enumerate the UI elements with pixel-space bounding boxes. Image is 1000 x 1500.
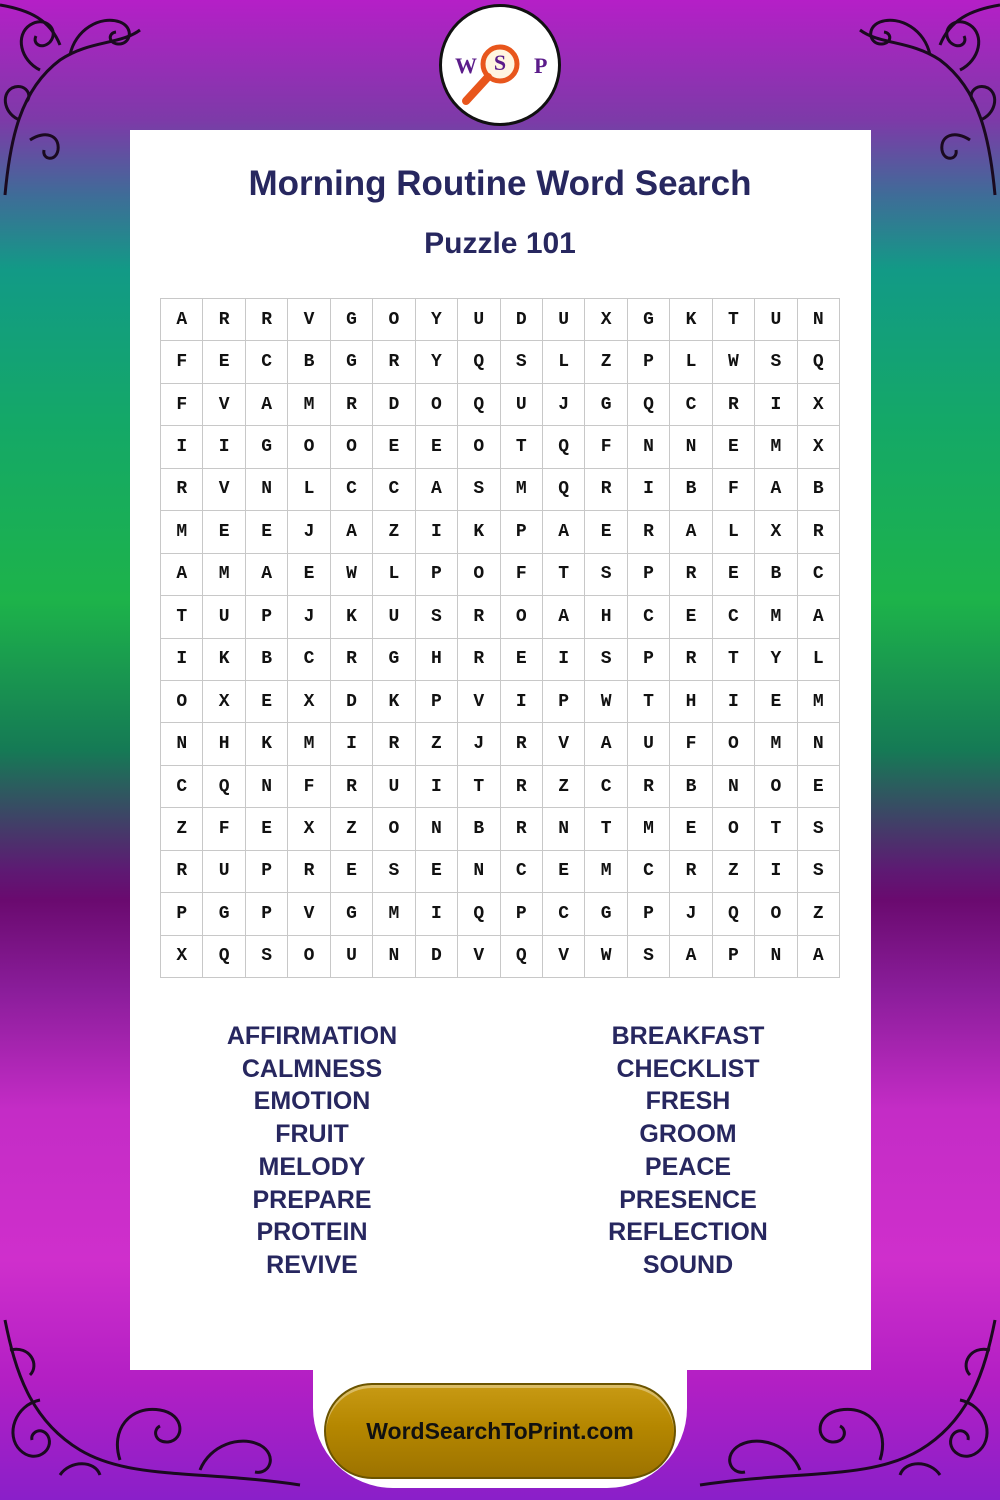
grid-cell[interactable]: C bbox=[798, 554, 840, 596]
grid-cell[interactable]: M bbox=[203, 554, 245, 596]
grid-cell[interactable]: K bbox=[246, 723, 288, 765]
grid-cell[interactable]: K bbox=[203, 639, 245, 681]
word-list-item: BREAKFAST bbox=[611, 1022, 765, 1050]
grid-cell[interactable]: N bbox=[755, 936, 797, 978]
word-list-item: CALMNESS bbox=[241, 1054, 383, 1083]
grid-cell[interactable]: G bbox=[331, 299, 373, 341]
grid-cell[interactable]: W bbox=[331, 554, 373, 596]
grid-cell[interactable]: B bbox=[670, 766, 712, 808]
grid-cell[interactable]: G bbox=[585, 384, 627, 426]
grid-cell[interactable]: V bbox=[543, 936, 585, 978]
grid-cell[interactable]: O bbox=[501, 596, 543, 638]
grid-cell[interactable]: M bbox=[288, 723, 330, 765]
grid-cell[interactable]: K bbox=[670, 299, 712, 341]
grid-cell[interactable]: R bbox=[628, 511, 670, 553]
grid-cell[interactable]: E bbox=[501, 639, 543, 681]
grid-cell[interactable]: T bbox=[458, 766, 500, 808]
grid-cell[interactable]: F bbox=[585, 426, 627, 468]
grid-cell[interactable]: K bbox=[331, 596, 373, 638]
grid-cell[interactable]: P bbox=[628, 893, 670, 935]
grid-cell[interactable]: B bbox=[458, 808, 500, 850]
grid-cell[interactable]: T bbox=[628, 681, 670, 723]
grid-cell[interactable]: F bbox=[670, 723, 712, 765]
grid-cell[interactable]: R bbox=[458, 596, 500, 638]
grid-cell[interactable]: V bbox=[458, 681, 500, 723]
grid-cell[interactable]: B bbox=[288, 341, 330, 383]
grid-cell[interactable]: N bbox=[628, 426, 670, 468]
grid-cell[interactable]: N bbox=[798, 299, 840, 341]
grid-cell[interactable]: Q bbox=[713, 893, 755, 935]
grid-cell[interactable]: Z bbox=[373, 511, 415, 553]
grid-cell[interactable]: S bbox=[416, 596, 458, 638]
grid-cell[interactable]: Z bbox=[331, 808, 373, 850]
grid-cell[interactable]: T bbox=[713, 299, 755, 341]
grid-cell[interactable]: I bbox=[755, 384, 797, 426]
grid-cell[interactable]: E bbox=[246, 808, 288, 850]
grid-cell[interactable]: Z bbox=[798, 893, 840, 935]
grid-cell[interactable]: M bbox=[373, 893, 415, 935]
grid-cell[interactable]: Z bbox=[161, 808, 203, 850]
grid-cell[interactable]: R bbox=[628, 766, 670, 808]
grid-cell[interactable]: G bbox=[246, 426, 288, 468]
grid-cell[interactable]: T bbox=[543, 554, 585, 596]
word-list-item: REFLECTION bbox=[608, 1218, 768, 1247]
grid-cell[interactable]: E bbox=[713, 554, 755, 596]
grid-cell[interactable]: N bbox=[373, 936, 415, 978]
grid-cell[interactable]: B bbox=[755, 554, 797, 596]
grid-cell[interactable]: X bbox=[288, 808, 330, 850]
grid-cell[interactable]: U bbox=[755, 299, 797, 341]
grid-cell[interactable]: T bbox=[161, 596, 203, 638]
grid-cell[interactable]: E bbox=[373, 426, 415, 468]
grid-cell[interactable]: O bbox=[458, 426, 500, 468]
grid-cell[interactable]: B bbox=[670, 469, 712, 511]
grid-cell[interactable]: L bbox=[288, 469, 330, 511]
grid-cell[interactable]: C bbox=[628, 596, 670, 638]
grid-cell[interactable]: X bbox=[161, 936, 203, 978]
grid-cell[interactable]: R bbox=[288, 851, 330, 893]
grid-cell[interactable]: A bbox=[161, 299, 203, 341]
grid-cell[interactable]: K bbox=[458, 511, 500, 553]
grid-cell[interactable]: R bbox=[670, 554, 712, 596]
grid-cell[interactable]: O bbox=[288, 426, 330, 468]
grid-cell[interactable]: R bbox=[373, 341, 415, 383]
grid-cell[interactable]: E bbox=[203, 511, 245, 553]
logo-letter-s: S bbox=[493, 50, 507, 75]
grid-cell[interactable]: A bbox=[755, 469, 797, 511]
grid-cell[interactable]: S bbox=[246, 936, 288, 978]
grid-cell[interactable]: Z bbox=[543, 766, 585, 808]
grid-cell[interactable]: H bbox=[416, 639, 458, 681]
grid-cell[interactable]: R bbox=[670, 851, 712, 893]
grid-cell[interactable]: J bbox=[543, 384, 585, 426]
grid-cell[interactable]: S bbox=[458, 469, 500, 511]
grid-cell[interactable]: R bbox=[713, 384, 755, 426]
grid-cell[interactable]: C bbox=[543, 893, 585, 935]
grid-cell[interactable]: E bbox=[203, 341, 245, 383]
grid-cell[interactable]: N bbox=[246, 469, 288, 511]
grid-cell[interactable]: N bbox=[416, 808, 458, 850]
grid-cell[interactable]: O bbox=[713, 808, 755, 850]
grid-cell[interactable]: Z bbox=[713, 851, 755, 893]
word-list-item: MELODY bbox=[258, 1152, 366, 1181]
grid-cell[interactable]: A bbox=[670, 511, 712, 553]
grid-cell[interactable]: A bbox=[161, 554, 203, 596]
grid-cell[interactable]: M bbox=[755, 596, 797, 638]
grid-cell[interactable]: R bbox=[501, 808, 543, 850]
grid-cell[interactable]: O bbox=[288, 936, 330, 978]
grid-cell[interactable]: T bbox=[713, 639, 755, 681]
grid-cell[interactable]: J bbox=[288, 596, 330, 638]
grid-cell[interactable]: R bbox=[331, 639, 373, 681]
grid-cell[interactable]: M bbox=[501, 469, 543, 511]
grid-cell[interactable]: R bbox=[161, 469, 203, 511]
grid-cell[interactable]: N bbox=[670, 426, 712, 468]
grid-cell[interactable]: T bbox=[501, 426, 543, 468]
grid-cell[interactable]: X bbox=[203, 681, 245, 723]
grid-cell[interactable]: I bbox=[161, 639, 203, 681]
grid-cell[interactable]: E bbox=[331, 851, 373, 893]
grid-cell[interactable]: P bbox=[416, 681, 458, 723]
grid-cell[interactable]: E bbox=[670, 596, 712, 638]
grid-cell[interactable]: F bbox=[713, 469, 755, 511]
grid-cell[interactable]: U bbox=[373, 766, 415, 808]
grid-cell[interactable]: R bbox=[458, 639, 500, 681]
grid-cell[interactable]: I bbox=[416, 766, 458, 808]
grid-cell[interactable]: U bbox=[543, 299, 585, 341]
grid-cell[interactable]: X bbox=[288, 681, 330, 723]
grid-cell[interactable]: V bbox=[203, 469, 245, 511]
grid-cell[interactable]: C bbox=[628, 851, 670, 893]
grid-cell[interactable]: T bbox=[755, 808, 797, 850]
grid-cell[interactable]: H bbox=[670, 681, 712, 723]
grid-cell[interactable]: P bbox=[628, 554, 670, 596]
page-title: Morning Routine Word Search bbox=[248, 164, 752, 203]
grid-cell[interactable]: G bbox=[585, 893, 627, 935]
grid-cell[interactable]: S bbox=[585, 554, 627, 596]
grid-cell[interactable]: J bbox=[458, 723, 500, 765]
grid-cell[interactable]: P bbox=[713, 936, 755, 978]
grid-cell[interactable]: A bbox=[331, 511, 373, 553]
grid-cell[interactable]: A bbox=[670, 936, 712, 978]
grid-cell[interactable]: R bbox=[331, 384, 373, 426]
grid-cell[interactable]: N bbox=[798, 723, 840, 765]
grid-cell[interactable]: Y bbox=[755, 639, 797, 681]
grid-cell[interactable]: P bbox=[628, 639, 670, 681]
grid-cell[interactable]: F bbox=[203, 808, 245, 850]
grid-cell[interactable]: M bbox=[755, 723, 797, 765]
grid-cell[interactable]: P bbox=[501, 893, 543, 935]
grid-cell[interactable]: O bbox=[161, 681, 203, 723]
grid-cell[interactable]: J bbox=[288, 511, 330, 553]
grid-cell[interactable]: F bbox=[288, 766, 330, 808]
grid-cell[interactable]: V bbox=[458, 936, 500, 978]
grid-cell[interactable]: A bbox=[543, 511, 585, 553]
word-list-item: AFFIRMATION bbox=[226, 1022, 398, 1050]
grid-cell[interactable]: X bbox=[755, 511, 797, 553]
grid-cell[interactable]: L bbox=[670, 341, 712, 383]
grid-cell[interactable]: R bbox=[501, 723, 543, 765]
grid-cell[interactable]: E bbox=[713, 426, 755, 468]
grid-cell[interactable]: P bbox=[628, 341, 670, 383]
grid-cell[interactable]: Q bbox=[628, 384, 670, 426]
site-link-button[interactable]: WordSearchToPrint.com bbox=[324, 1383, 676, 1479]
grid-cell[interactable]: E bbox=[246, 511, 288, 553]
grid-cell[interactable]: G bbox=[203, 893, 245, 935]
grid-cell[interactable]: P bbox=[501, 511, 543, 553]
grid-cell[interactable]: C bbox=[288, 639, 330, 681]
grid-cell[interactable]: E bbox=[543, 851, 585, 893]
grid-cell[interactable]: S bbox=[373, 851, 415, 893]
grid-cell[interactable]: W bbox=[585, 681, 627, 723]
word-list-item: FRESH bbox=[645, 1087, 731, 1116]
grid-cell[interactable]: O bbox=[331, 426, 373, 468]
grid-cell[interactable]: R bbox=[585, 469, 627, 511]
grid-cell[interactable]: U bbox=[458, 299, 500, 341]
grid-cell[interactable]: G bbox=[628, 299, 670, 341]
grid-cell[interactable]: A bbox=[798, 936, 840, 978]
grid-cell[interactable]: B bbox=[246, 639, 288, 681]
word-list-item: PEACE bbox=[644, 1152, 732, 1181]
grid-cell[interactable]: E bbox=[798, 766, 840, 808]
grid-cell[interactable]: I bbox=[331, 723, 373, 765]
grid-cell[interactable]: M bbox=[628, 808, 670, 850]
grid-cell[interactable]: I bbox=[628, 469, 670, 511]
grid-cell[interactable]: N bbox=[246, 766, 288, 808]
grid-cell[interactable]: I bbox=[755, 851, 797, 893]
grid-cell[interactable]: L bbox=[543, 341, 585, 383]
grid-cell[interactable]: D bbox=[331, 681, 373, 723]
grid-cell[interactable]: V bbox=[203, 384, 245, 426]
grid-cell[interactable]: Y bbox=[416, 341, 458, 383]
grid-cell[interactable]: E bbox=[585, 511, 627, 553]
grid-cell[interactable]: A bbox=[416, 469, 458, 511]
grid-cell[interactable]: A bbox=[543, 596, 585, 638]
grid-cell[interactable]: W bbox=[585, 936, 627, 978]
grid-cell[interactable]: D bbox=[501, 299, 543, 341]
grid-cell[interactable]: R bbox=[501, 766, 543, 808]
grid-cell[interactable]: I bbox=[161, 426, 203, 468]
grid-cell[interactable]: C bbox=[585, 766, 627, 808]
grid-cell[interactable]: A bbox=[246, 554, 288, 596]
grid-cell[interactable]: C bbox=[161, 766, 203, 808]
grid-cell[interactable]: R bbox=[203, 299, 245, 341]
logo-letter-p: P bbox=[534, 53, 548, 78]
grid-cell[interactable]: R bbox=[331, 766, 373, 808]
logo-letter-w: W bbox=[455, 53, 477, 78]
grid-cell[interactable]: P bbox=[161, 893, 203, 935]
grid-cell[interactable]: P bbox=[246, 851, 288, 893]
grid-cell[interactable]: T bbox=[585, 808, 627, 850]
grid-cell[interactable]: G bbox=[331, 893, 373, 935]
grid-cell[interactable]: Q bbox=[203, 766, 245, 808]
grid-cell[interactable]: X bbox=[798, 384, 840, 426]
grid-cell[interactable]: A bbox=[585, 723, 627, 765]
grid-cell[interactable]: N bbox=[161, 723, 203, 765]
grid-cell[interactable]: M bbox=[288, 384, 330, 426]
grid-cell[interactable]: P bbox=[416, 554, 458, 596]
grid-cell[interactable]: N bbox=[543, 808, 585, 850]
word-list-item: PRESENCE bbox=[619, 1185, 757, 1214]
grid-cell[interactable]: I bbox=[416, 511, 458, 553]
grid-cell[interactable]: B bbox=[798, 469, 840, 511]
grid-cell[interactable]: C bbox=[501, 851, 543, 893]
grid-cell[interactable]: F bbox=[501, 554, 543, 596]
grid-cell[interactable]: E bbox=[755, 681, 797, 723]
word-list-item: REVIVE bbox=[266, 1250, 358, 1279]
word-list-right bbox=[508, 1020, 868, 1282]
letter-grid[interactable] bbox=[160, 298, 840, 978]
grid-cell[interactable]: V bbox=[288, 893, 330, 935]
grid-cell[interactable]: M bbox=[161, 511, 203, 553]
grid-cell[interactable]: Q bbox=[458, 341, 500, 383]
grid-cell[interactable]: P bbox=[246, 596, 288, 638]
grid-cell[interactable]: J bbox=[670, 893, 712, 935]
grid-cell[interactable]: C bbox=[331, 469, 373, 511]
grid-cell[interactable]: L bbox=[373, 554, 415, 596]
grid-cell[interactable]: L bbox=[798, 639, 840, 681]
grid-cell[interactable]: O bbox=[713, 723, 755, 765]
grid-cell[interactable]: X bbox=[798, 426, 840, 468]
grid-cell[interactable]: S bbox=[755, 341, 797, 383]
grid-cell[interactable]: O bbox=[416, 384, 458, 426]
grid-cell[interactable]: U bbox=[331, 936, 373, 978]
grid-cell[interactable]: Q bbox=[458, 893, 500, 935]
grid-cell[interactable]: G bbox=[331, 341, 373, 383]
grid-cell[interactable]: C bbox=[713, 596, 755, 638]
grid-cell[interactable]: Q bbox=[501, 936, 543, 978]
grid-cell[interactable]: P bbox=[543, 681, 585, 723]
grid-cell[interactable]: M bbox=[755, 426, 797, 468]
grid-cell[interactable]: Q bbox=[543, 469, 585, 511]
grid-cell[interactable]: D bbox=[373, 384, 415, 426]
grid-cell[interactable]: O bbox=[373, 299, 415, 341]
grid-cell[interactable]: R bbox=[373, 723, 415, 765]
grid-cell[interactable]: O bbox=[755, 893, 797, 935]
grid-cell[interactable]: I bbox=[543, 639, 585, 681]
grid-cell[interactable]: M bbox=[585, 851, 627, 893]
grid-cell[interactable]: R bbox=[670, 639, 712, 681]
grid-cell[interactable]: Q bbox=[203, 936, 245, 978]
grid-cell[interactable]: X bbox=[585, 299, 627, 341]
grid-cell[interactable]: A bbox=[798, 596, 840, 638]
word-list-item: EMOTION bbox=[253, 1087, 371, 1116]
grid-cell[interactable]: R bbox=[246, 299, 288, 341]
word-list-item: PROTEIN bbox=[256, 1218, 368, 1247]
grid-cell[interactable]: S bbox=[585, 639, 627, 681]
grid-cell[interactable]: Z bbox=[416, 723, 458, 765]
grid-cell[interactable]: N bbox=[458, 851, 500, 893]
grid-cell[interactable]: H bbox=[585, 596, 627, 638]
grid-cell[interactable]: E bbox=[416, 426, 458, 468]
grid-cell[interactable]: O bbox=[373, 808, 415, 850]
grid-cell[interactable]: U bbox=[373, 596, 415, 638]
grid-cell[interactable]: Z bbox=[585, 341, 627, 383]
grid-cell[interactable]: C bbox=[670, 384, 712, 426]
word-list-left bbox=[132, 1020, 492, 1282]
grid-cell[interactable]: H bbox=[203, 723, 245, 765]
grid-cell[interactable]: U bbox=[203, 596, 245, 638]
grid-cell[interactable]: A bbox=[246, 384, 288, 426]
word-list-item: CHECKLIST bbox=[616, 1054, 760, 1083]
grid-cell[interactable]: S bbox=[798, 808, 840, 850]
grid-cell[interactable]: Q bbox=[543, 426, 585, 468]
grid-cell[interactable]: I bbox=[713, 681, 755, 723]
grid-cell[interactable]: P bbox=[246, 893, 288, 935]
grid-cell[interactable]: I bbox=[416, 893, 458, 935]
grid-cell[interactable]: S bbox=[798, 851, 840, 893]
grid-cell[interactable]: E bbox=[670, 808, 712, 850]
grid-cell[interactable]: R bbox=[161, 851, 203, 893]
grid-cell[interactable]: E bbox=[288, 554, 330, 596]
grid-cell[interactable]: U bbox=[628, 723, 670, 765]
grid-cell[interactable]: E bbox=[246, 681, 288, 723]
grid-cell[interactable]: V bbox=[288, 299, 330, 341]
word-list-item: PREPARE bbox=[252, 1185, 372, 1214]
grid-cell[interactable]: V bbox=[543, 723, 585, 765]
grid-cell[interactable]: O bbox=[458, 554, 500, 596]
word-list-item: FRUIT bbox=[275, 1120, 349, 1149]
word-list-item: SOUND bbox=[642, 1250, 734, 1279]
grid-cell[interactable]: R bbox=[798, 511, 840, 553]
grid-cell[interactable]: S bbox=[628, 936, 670, 978]
grid-cell[interactable]: E bbox=[416, 851, 458, 893]
grid-cell[interactable]: N bbox=[713, 766, 755, 808]
grid-cell[interactable]: F bbox=[161, 384, 203, 426]
grid-cell[interactable]: Q bbox=[458, 384, 500, 426]
grid-cell[interactable]: C bbox=[373, 469, 415, 511]
grid-cell[interactable]: Q bbox=[798, 341, 840, 383]
grid-cell[interactable]: U bbox=[203, 851, 245, 893]
grid-cell[interactable]: D bbox=[416, 936, 458, 978]
grid-cell[interactable]: O bbox=[755, 766, 797, 808]
grid-cell[interactable]: F bbox=[161, 341, 203, 383]
grid-cell[interactable]: Y bbox=[416, 299, 458, 341]
puzzle-number: Puzzle 101 bbox=[424, 227, 576, 260]
grid-cell[interactable]: U bbox=[501, 384, 543, 426]
grid-cell[interactable]: K bbox=[373, 681, 415, 723]
grid-cell[interactable]: L bbox=[713, 511, 755, 553]
grid-cell[interactable]: G bbox=[373, 639, 415, 681]
grid-cell[interactable]: I bbox=[501, 681, 543, 723]
wsp-logo[interactable] bbox=[439, 4, 561, 126]
grid-cell[interactable]: I bbox=[203, 426, 245, 468]
grid-cell[interactable]: M bbox=[798, 681, 840, 723]
word-list-item: GROOM bbox=[639, 1120, 737, 1149]
grid-cell[interactable]: S bbox=[501, 341, 543, 383]
grid-cell[interactable]: C bbox=[246, 341, 288, 383]
grid-cell[interactable]: W bbox=[713, 341, 755, 383]
